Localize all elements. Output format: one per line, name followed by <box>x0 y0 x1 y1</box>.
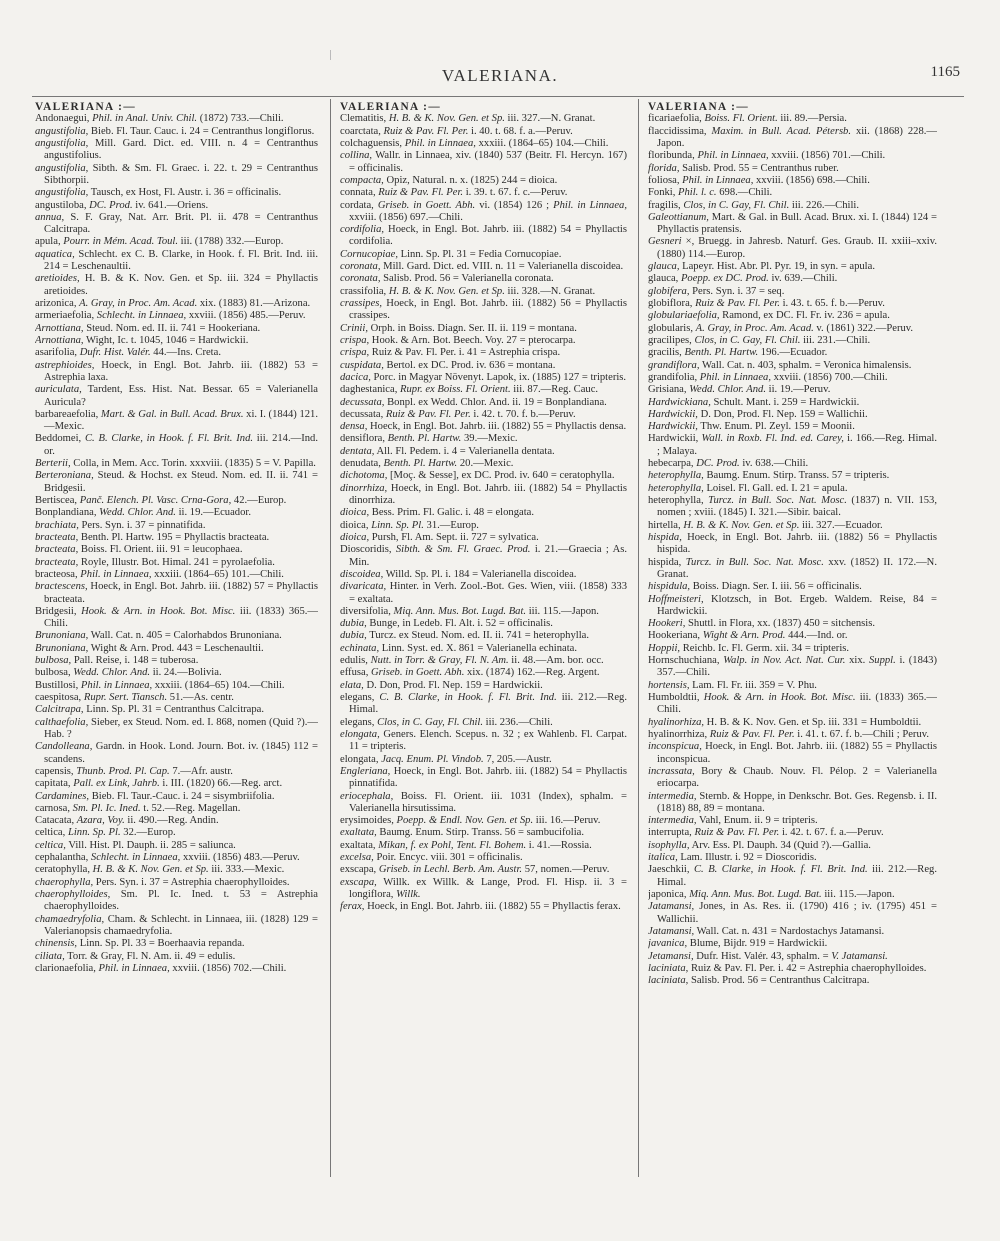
index-entry: Fonki, Phil. l. c. 698.—Chili. <box>648 187 773 199</box>
index-entry: gracilis, Benth. Pl. Hartw. 196.—Ecuador. <box>648 347 828 359</box>
index-entry: Cornucopiae, Linn. Sp. Pl. 31 = Fedia Cornucopiae. <box>340 248 562 260</box>
index-entry: hirtella, H. B. & K. Nov. Gen. et Sp. iii. 327.—Ecuador. <box>648 519 883 531</box>
index-entry: angustifolia, Tausch, ex Host, Fl. Austr. i. 36 = officinalis. <box>35 187 282 199</box>
index-entry: gracilipes, Clos, in C. Gay, Fl. Chil. iii. 231.—Chili. <box>648 334 871 346</box>
index-entry: annua, S. F. Gray, Nat. Arr. Brit. Pl. ii. 478 = Centranthus Calcitrapa. <box>35 211 318 236</box>
index-entry: collina, Wallr. in Linnaea, xiv. (1840) 537 (Beitr. Fl. Hercyn. 167) = officinalis. <box>340 150 627 174</box>
index-entry: Jaeschkii, C. B. Clarke, in Hook. f. Fl. Brit. Ind. iii. 212.—Reg. Himal. <box>648 864 937 888</box>
index-entry: globiflora, Ruiz & Pav. Fl. Per. i. 43. t. 65. f. b.—Peruv. <box>648 298 885 309</box>
index-entry: bracteata, Royle, Illustr. Bot. Himal. 241 = pyrolaefolia. <box>35 556 275 568</box>
index-entry: Bertiscea, Panč. Elench. Pl. Vasc. Crna-Gora, 42.—Europ. <box>35 495 287 506</box>
index-entry: Brunoniana, Wall. Cat. n. 405 = Calorhabdos Brunoniana. <box>35 630 282 642</box>
index-entry: Hoppii, Reichb. Ic. Fl. Germ. xii. 34 = tripteris. <box>648 642 850 654</box>
index-entry: Hardwickii, Thw. Enum. Pl. Zeyl. 159 = Moonii. <box>648 421 855 433</box>
index-entry: dinorrhiza, Hoeck, in Engl. Bot. Jahrb. iii. (1882) 54 = Phyllactis dinorrhiza. <box>340 482 627 506</box>
index-entry: celtica, Vill. Hist. Pl. Dauph. ii. 285 = saliunca. <box>35 839 236 851</box>
index-entry: echinata, Linn. Syst. ed. X. 861 = Valerianella echinata. <box>340 642 578 654</box>
index-entry: apula, Pourr. in Mém. Acad. Toul. iii. (1788) 332.—Europ. <box>35 236 284 248</box>
index-entry: italica, Lam. Illustr. i. 92 = Dioscoridis. <box>648 852 817 864</box>
index-entry: densa, Hoeck, in Engl. Bot. Jahrb. iii. (1882) 55 = Phyllactis densa. <box>340 421 627 433</box>
index-entry: globulariaefolia, Ramond, ex DC. Fl. Fr. iv. 236 = apula. <box>648 310 890 322</box>
index-entry: Dioscoridis, Sibth. & Sm. Fl. Graec. Prod. i. 21.—Graecia ; As. Min. <box>340 544 627 568</box>
index-entry: grandiflora, Wall. Cat. n. 403, sphalm. = Veronica himalensis. <box>648 359 912 371</box>
index-entry: fragilis, Clos, in C. Gay, Fl. Chil. iii. 226.—Chili. <box>648 199 860 211</box>
index-entry: dubia, Turcz. ex Steud. Nom. ed. II. ii. 741 = heterophylla. <box>340 630 590 642</box>
index-entry: Beddomei, C. B. Clarke, in Hook. f. Fl. Brit. Ind. iii. 214.—Ind. or. <box>35 433 318 457</box>
index-entry: auriculata, Tardent, Ess. Hist. Nat. Bessar. 65 = Valerianella Auricula? <box>35 384 318 408</box>
index-entry: chaerophylla, Pers. Syn. i. 37 = Astrephia chaerophylloides. <box>35 876 290 888</box>
index-entry: chinensis, Linn. Sp. Pl. 33 = Boerhaavia repanda. <box>35 938 245 950</box>
index-entry: astrephioides, Hoeck, in Engl. Bot. Jahrb. iii. (1882) 53 = Astrephia laxa. <box>35 359 318 383</box>
index-entry: excelsa, Poir. Encyc. viii. 301 = officinalis. <box>340 852 523 864</box>
index-entry: hyalinorhiza, H. B. & K. Nov. Gen. et Sp. iii. 331 = Humboldtii. <box>648 716 922 728</box>
index-entry: interrupta, Ruiz & Pav. Fl. Per. i. 42. t. 67. f. a.—Peruv. <box>648 827 884 839</box>
index-entry: crispa, Ruiz & Pav. Fl. Per. i. 41 = Astrephia crispa. <box>340 347 561 359</box>
index-entry: Cardamines, Bieb. Fl. Taur.-Cauc. i. 24 = sisymbriifolia. <box>35 790 275 802</box>
scan-mark <box>330 50 331 60</box>
index-entry: Hardwickii, Wall. in Roxb. Fl. Ind. ed. Carey, i. 166.—Reg. Himal. ; Malaya. <box>648 433 937 457</box>
index-entry: Jatamansi, Wall. Cat. n. 431 = Nardostachys Jatamansi. <box>648 925 885 937</box>
index-entry: Hardwickii, D. Don, Prod. Fl. Nep. 159 = Wallichii. <box>648 408 868 420</box>
index-entry: asarifolia, Dufr. Hist. Valér. 44.—Ins. Creta. <box>35 347 221 359</box>
index-entry: armeriaefolia, Schlecht. in Linnaea, xxviii. (1856) 485.—Peruv. <box>35 310 306 322</box>
index-entry: Arnottiana, Wight, Ic. t. 1045, 1046 = Hardwickii. <box>35 334 249 346</box>
index-entry: ceratophylla, H. B. & K. Nov. Gen. et Sp. iii. 333.—Mexic. <box>35 864 285 876</box>
index-entry: angustifolia, Sibth. & Sm. Fl. Graec. i. 22. t. 29 = Centranthus Sibthorpii. <box>35 162 318 186</box>
index-entry: Berteroniana, Steud. & Hochst. ex Steud. Nom. ed. II. ii. 741 = Bridgesii. <box>35 470 318 494</box>
index-entry: coronata, Salisb. Prod. 56 = Valerianella coronata. <box>340 273 554 285</box>
index-entry: arizonica, A. Gray, in Proc. Am. Acad. xix. (1883) 81.—Arizona. <box>35 298 311 309</box>
column-divider <box>330 99 331 1177</box>
index-entry: cordata, Griseb. in Goett. Abh. vi. (1854) 126 ; Phil. in Linnaea, xxviii. (1856) 697.—Chili. <box>340 199 627 223</box>
index-entry: ferax, Hoeck, in Engl. Bot. Jahrb. iii. (1882) 55 = Phyllactis ferax. <box>340 901 621 913</box>
index-entry: Grisiana, Wedd. Chlor. And. ii. 19.—Peruv. <box>648 384 831 396</box>
index-entry: hyalinorrhiza, Ruiz & Pav. Fl. Per. i. 41. t. 67. f. b.—Chili ; Peruv. <box>648 728 930 740</box>
index-entry: dioica, Bess. Prim. Fl. Galic. i. 48 = elongata. <box>340 507 535 519</box>
index-entry: edulis, Nutt. in Torr. & Gray, Fl. N. Am. ii. 48.—Am. bor. occ. <box>340 655 604 667</box>
index-entry: floribunda, Phil. in Linnaea, xxviii. (1856) 701.—Chili. <box>648 150 886 162</box>
index-entry: effusa, Griseb. in Goett. Abh. xix. (1874) 162.—Reg. Argent. <box>340 667 600 679</box>
index-entry: carnosa, Sm. Pl. Ic. Ined. t. 52.—Reg. Magellan. <box>35 802 241 814</box>
index-entry: Jatamansi, Jones, in As. Res. ii. (1790) 416 ; iv. (1795) 451 = Wallichii. <box>648 901 937 925</box>
index-entry: decussata, Ruiz & Pav. Fl. Per. i. 42. t. 70. f. b.—Peruv. <box>340 408 576 420</box>
index-entry: chaerophylloides, Sm. Pl. Ic. Ined. t. 53 = Astrephia chaerophylloides. <box>35 889 318 913</box>
index-entry: Brunoniana, Wight & Arn. Prod. 443 = Leschenaultii. <box>35 642 264 654</box>
index-entry: exscapa, Griseb. in Lechl. Berb. Am. Austr. 57, nomen.—Peruv. <box>340 864 610 876</box>
index-entry: aretioides, H. B. & K. Nov. Gen. et Sp. iii. 324 = Phyllactis aretioides. <box>35 273 318 297</box>
index-entry: denudata, Benth. Pl. Hartw. 20.—Mexic. <box>340 458 514 470</box>
index-entry: daghestanica, Rupr. ex Boiss. Fl. Orient. iii. 87.—Reg. Cauc. <box>340 384 599 396</box>
index-entry: crassifolia, H. B. & K. Nov. Gen. et Sp. iii. 328.—N. Granat. <box>340 285 596 297</box>
index-entry: isophylla, Arv. Ess. Pl. Dauph. 34 (Quid ?).—Gallia. <box>648 839 871 851</box>
index-entry: japonica, Miq. Ann. Mus. Bot. Lugd. Bat. iii. 115.—Japon. <box>648 889 895 900</box>
index-entry: hispida, Hoeck, in Engl. Bot. Jahrb. iii. (1882) 56 = Phyllactis hispida. <box>648 531 937 556</box>
index-entry: Bonplandiana, Wedd. Chlor. And. ii. 19.—Ecuador. <box>35 507 251 519</box>
index-entry: globularis, A. Gray, in Proc. Am. Acad. v. (1861) 322.—Peruv. <box>648 322 914 334</box>
index-entry: clarionaefolia, Phil. in Linnaea, xxviii. (1856) 702.—Chili. <box>35 962 287 974</box>
index-entry: Galeottianum, Mart. & Gal. in Bull. Acad. Brux. xi. I. (1844) 124 = Phyllactis pratensis. <box>648 211 937 236</box>
index-entry: connata, Ruiz & Pav. Fl. Per. i. 39. t. 67. f. c.—Peruv. <box>340 187 568 199</box>
index-entry: elongata, Geners. Elench. Scepus. n. 32 ; ex Wahlenb. Fl. Carpat. 11 = tripteris. <box>340 728 627 753</box>
column-divider <box>638 99 639 1177</box>
index-entry: dioica, Linn. Sp. Pl. 31.—Europ. <box>340 519 479 531</box>
index-entry: elegans, C. B. Clarke, in Hook. f. Fl. Brit. Ind. iii. 212.—Reg. Himal. <box>340 692 627 716</box>
index-entry: cuspidata, Bertol. ex DC. Prod. iv. 636 = montana. <box>340 359 556 371</box>
index-entry: bracteata, Benth. Pl. Hartw. 195 = Phyllactis bracteata. <box>35 531 270 543</box>
index-entry: laciniata, Salisb. Prod. 56 = Centranthus Calcitrapa. <box>648 975 870 987</box>
index-entry: cordifolia, Hoeck, in Engl. Bot. Jahrb. iii. (1882) 54 = Phyllactis cordifolia. <box>340 224 627 248</box>
index-entry: glauca, Poepp. ex DC. Prod. iv. 639.—Chili. <box>648 273 838 285</box>
index-entry: incrassata, Bory & Chaub. Nouv. Fl. Pélop. 2 = Valerianella eriocarpa. <box>648 765 937 790</box>
column-heading: VALERIANA :— <box>340 101 442 113</box>
index-entry: florida, Salisb. Prod. 55 = Centranthus ruber. <box>648 162 839 174</box>
column-heading: VALERIANA :— <box>648 101 750 113</box>
index-entry: dubia, Bunge, in Ledeb. Fl. Alt. i. 52 = officinalis. <box>340 618 553 630</box>
index-entry: Berterii, Colla, in Mem. Acc. Torin. xxxviii. (1835) 5 = V. Papilla. <box>35 458 316 470</box>
index-entry: grandifolia, Phil. in Linnaea, xxviii. (1856) 700.—Chili. <box>648 371 888 383</box>
index-entry: Candolleana, Gardn. in Hook. Lond. Journ. Bot. iv. (1845) 112 = scandens. <box>35 741 318 765</box>
index-entry: coronata, Mill. Gard. Dict. ed. VIII. n. 11 = Valerianella discoidea. <box>340 261 624 273</box>
index-entry: Bustillosi, Phil. in Linnaea, xxxiii. (1864–65) 104.—Chili. <box>35 679 285 691</box>
index-entry: dacica, Porc. in Magyar Növenyt. Lapok, ix. (1885) 127 = tripteris. <box>340 371 627 383</box>
header-rule <box>32 96 964 97</box>
index-entry: barbareaefolia, Mart. & Gal. in Bull. Acad. Brux. xi. I. (1844) 121.—Mexic. <box>35 408 318 433</box>
index-entry: heterophylla, Loisel. Fl. Gall. ed. I. 21 = apula. <box>648 482 848 494</box>
index-entry: aquatica, Schlecht. ex C. B. Clarke, in Hook. f. Fl. Brit. Ind. iii. 214 = Leschenaultii. <box>35 248 318 273</box>
index-entry: angustifolia, Bieb. Fl. Taur. Cauc. i. 24 = Centranthus longiflorus. <box>35 125 315 137</box>
index-entry: Hardwickiana, Schult. Mant. i. 259 = Hardwickii. <box>648 396 860 408</box>
index-entry: bulbosa, Pall. Reise, i. 148 = tuberosa. <box>35 655 199 667</box>
index-entry: decussata, Bonpl. ex Wedd. Chlor. And. ii. 19 = Bonplandiana. <box>340 396 607 408</box>
index-entry: caespitosa, Rupr. Sert. Tiansch. 51.—As. centr. <box>35 692 234 703</box>
index-entry: capitata, Pall. ex Link, Jahrb. i. III. (1820) 66.—Reg. arct. <box>35 778 283 790</box>
index-entry: inconspicua, Hoeck, in Engl. Bot. Jahrb. iii. (1882) 55 = Phyllactis inconspicua. <box>648 741 937 765</box>
column-heading: VALERIANA :— <box>35 101 137 113</box>
index-entry: hebecarpa, DC. Prod. iv. 638.—Chili. <box>648 458 809 470</box>
index-entry: Catacata, Azara, Voy. ii. 490.—Reg. Andin. <box>35 815 219 827</box>
index-entry: intermedia, Sternb. & Hoppe, in Denkschr. Bot. Ges. Regensb. i. II. (1818) 88, 89 = montana. <box>648 790 937 814</box>
index-entry: foliosa, Phil. in Linnaea, xxviii. (1856) 698.—Chili. <box>648 174 870 186</box>
index-entry: bulbosa, Wedd. Chlor. And. ii. 24.—Bolivia. <box>35 667 222 679</box>
index-entry: globifera, Pers. Syn. i. 37 = seq. <box>648 285 785 297</box>
index-entry: compacta, Opiz, Natural. n. x. (1825) 244 = dioica. <box>340 174 558 186</box>
index-entry: bractescens, Hoeck, in Engl. Bot. Jahrb. iii. (1882) 57 = Phyllactis bracteata. <box>35 581 318 605</box>
index-entry: diversifolia, Miq. Ann. Mus. Bot. Lugd. Bat. iii. 115.—Japon. <box>340 605 599 617</box>
index-entry: exaltata, Mikan, f. ex Pohl, Tent. Fl. Bohem. i. 41.—Rossia. <box>340 839 592 851</box>
index-entry: Jetamansi, Dufr. Hist. Valér. 43, sphalm. = V. Jatamansi. <box>648 950 888 962</box>
index-entry: hispidula, Boiss. Diagn. Ser. I. iii. 56 = officinalis. <box>648 581 862 593</box>
index-entry: Hoffmeisteri, Klotzsch, in Bot. Ergeb. Waldem. Reise, 84 = Hardwickii. <box>648 593 937 617</box>
index-entry: laciniata, Ruiz & Pav. Fl. Per. i. 42 = Astrephia chaerophylloides. <box>648 962 927 974</box>
column-2 <box>340 101 627 1206</box>
column-1 <box>35 101 318 1206</box>
index-entry: ficariaefolia, Boiss. Fl. Orient. iii. 89.—Persia. <box>648 113 847 125</box>
index-entry: javanica, Blume, Bijdr. 919 = Hardwickii. <box>648 938 828 950</box>
index-entry: colchaguensis, Phil. in Linnaea, xxxiii. (1864–65) 104.—Chili. <box>340 137 609 149</box>
index-entry: glauca, Lapeyr. Hist. Abr. Pl. Pyr. 19, in syn. = apula. <box>648 261 875 273</box>
index-entry: Andonaegui, Phil. in Anal. Univ. Chil. (1872) 733.—Chili. <box>35 113 284 125</box>
index-entry: eriocephala, Boiss. Fl. Orient. iii. 1031 (Index), sphalm. = Valerianella hirsutissima. <box>340 790 627 814</box>
index-entry: crispa, Hook. & Arn. Bot. Beech. Voy. 27 = pterocarpa. <box>340 334 576 346</box>
index-entry: dichotoma, [Moç. & Sesse], ex DC. Prod. iv. 640 = ceratophylla. <box>340 470 615 482</box>
index-entry: cephalantha, Schlecht. in Linnaea, xxviii. (1856) 483.—Peruv. <box>35 852 300 864</box>
index-entry: divaricata, Hinter. in Verh. Zool.-Bot. Ges. Wien, viii. (1858) 333 = exaltata. <box>340 581 627 605</box>
index-entry: Bridgesii, Hook. & Arn. in Hook. Bot. Misc. iii. (1833) 365.—Chili. <box>35 605 318 630</box>
column-3 <box>648 101 937 1206</box>
index-entry: angustiloba, DC. Prod. iv. 641.—Oriens. <box>35 199 209 211</box>
index-entry: discoidea, Willd. Sp. Pl. i. 184 = Valerianella discoidea. <box>340 568 577 580</box>
index-entry: ciliata, Torr. & Gray, Fl. N. Am. ii. 49 = edulis. <box>35 950 236 962</box>
index-entry: Crinii, Orph. in Boiss. Diagn. Ser. II. ii. 119 = montana. <box>340 322 577 334</box>
index-entry: angustifolia, Mill. Gard. Dict. ed. VIII. n. 4 = Centranthus angustifolius. <box>35 137 318 162</box>
index-entry: elata, D. Don, Prod. Fl. Nep. 159 = Hardwickii. <box>340 679 543 691</box>
index-entry: flaccidissima, Maxim. in Bull. Acad. Pétersb. xii. (1868) 228.—Japon. <box>648 125 937 149</box>
index-entry: Arnottiana, Steud. Nom. ed. II. ii. 741 = Hookeriana. <box>35 322 261 334</box>
index-entry: chamaedryfolia, Cham. & Schlecht. in Linnaea, iii. (1828) 129 = Valerianopsis chamaedryfolia. <box>35 913 318 937</box>
index-entry: exaltata, Baumg. Enum. Stirp. Transs. 56 = sambucifolia. <box>340 827 585 839</box>
index-entry: exscapa, Willk. ex Willk. & Lange, Prod. Fl. Hisp. ii. 3 = longiflora, Willk. <box>340 876 627 900</box>
index-entry: calthaefolia, Sieber, ex Steud. Nom. ed. I. 868, nomen (Quid ?).—Hab. ? <box>35 716 318 740</box>
page-number: 1165 <box>930 64 960 80</box>
index-entry: capensis, Thunb. Prod. Pl. Cap. 7.—Afr. austr. <box>35 765 233 777</box>
index-entry: dioica, Pursh, Fl. Am. Sept. ii. 727 = sylvatica. <box>340 531 539 543</box>
index-entry: Engleriana, Hoeck, in Engl. Bot. Jahrb. iii. (1882) 54 = Phyllactis pinnatifida. <box>340 765 627 790</box>
index-entry: heterophylla, Baumg. Enum. Stirp. Transs. 57 = tripteris. <box>648 470 890 482</box>
index-entry: heterophylla, Turcz. in Bull. Soc. Nat. Mosc. (1837) n. VII. 153, nomen ; xviii. (1845) I. 321.—Sibir. baical. <box>648 495 937 519</box>
index-entry: Gesneri ×, Bruegg. in Jahresb. Naturf. Ges. Graub. II. xxiii–xxiv. (1880) 114.—Europ. <box>648 236 937 260</box>
running-title: VALERIANA. <box>441 66 559 85</box>
index-entry: elegans, Clos, in C. Gay, Fl. Chil. iii. 236.—Chili. <box>340 716 553 728</box>
index-entry: Hookeri, Shuttl. in Flora, xx. (1837) 450 = sitchensis. <box>648 618 875 630</box>
index-entry: Hornschuchiana, Walp. in Nov. Act. Nat. Cur. xix. Suppl. i. (1843) 357.—Chili. <box>648 655 937 679</box>
index-entry: Hookeriana, Wight & Arn. Prod. 444.—Ind. or. <box>648 630 848 642</box>
index-entry: bracteata, Boiss. Fl. Orient. iii. 91 = leucophaea. <box>35 544 243 556</box>
index-entry: celtica, Linn. Sp. Pl. 32.—Europ. <box>35 827 176 839</box>
index-entry: bracteosa, Phil. in Linnaea, xxxiii. (1864–65) 101.—Chili. <box>35 568 284 580</box>
index-entry: erysimoides, Poepp. & Endl. Nov. Gen. et Sp. iii. 16.—Peruv. <box>340 815 601 827</box>
index-entry: crassipes, Hoeck, in Engl. Bot. Jahrb. iii. (1882) 56 = Phyllactis crassipes. <box>340 298 627 322</box>
index-entry: brachiata, Pers. Syn. i. 37 = pinnatifida. <box>35 519 206 531</box>
index-entry: intermedia, Vahl, Enum. ii. 9 = tripteris. <box>648 815 818 827</box>
index-entry: hispida, Turcz. in Bull. Soc. Nat. Mosc. xxv. (1852) II. 172.—N. Granat. <box>648 556 937 580</box>
index-entry: hortensis, Lam. Fl. Fr. iii. 359 = V. Phu. <box>648 679 817 691</box>
index-entry: coarctata, Ruiz & Pav. Fl. Per. i. 40. t. 68. f. a.—Peruv. <box>340 125 573 137</box>
index-entry: Calcitrapa, Linn. Sp. Pl. 31 = Centranthus Calcitrapa. <box>35 704 265 716</box>
index-entry: Clematitis, H. B. & K. Nov. Gen. et Sp. iii. 327.—N. Granat. <box>340 113 596 125</box>
index-entry: elongata, Jacq. Enum. Pl. Vindob. 7, 205.—Austr. <box>340 753 552 765</box>
index-entry: Humboldtii, Hook. & Arn. in Hook. Bot. Misc. iii. (1833) 365.—Chili. <box>648 692 937 716</box>
index-entry: dentata, All. Fl. Pedem. i. 4 = Valerianella dentata. <box>340 445 555 457</box>
index-entry: densiflora, Benth. Pl. Hartw. 39.—Mexic. <box>340 433 518 445</box>
